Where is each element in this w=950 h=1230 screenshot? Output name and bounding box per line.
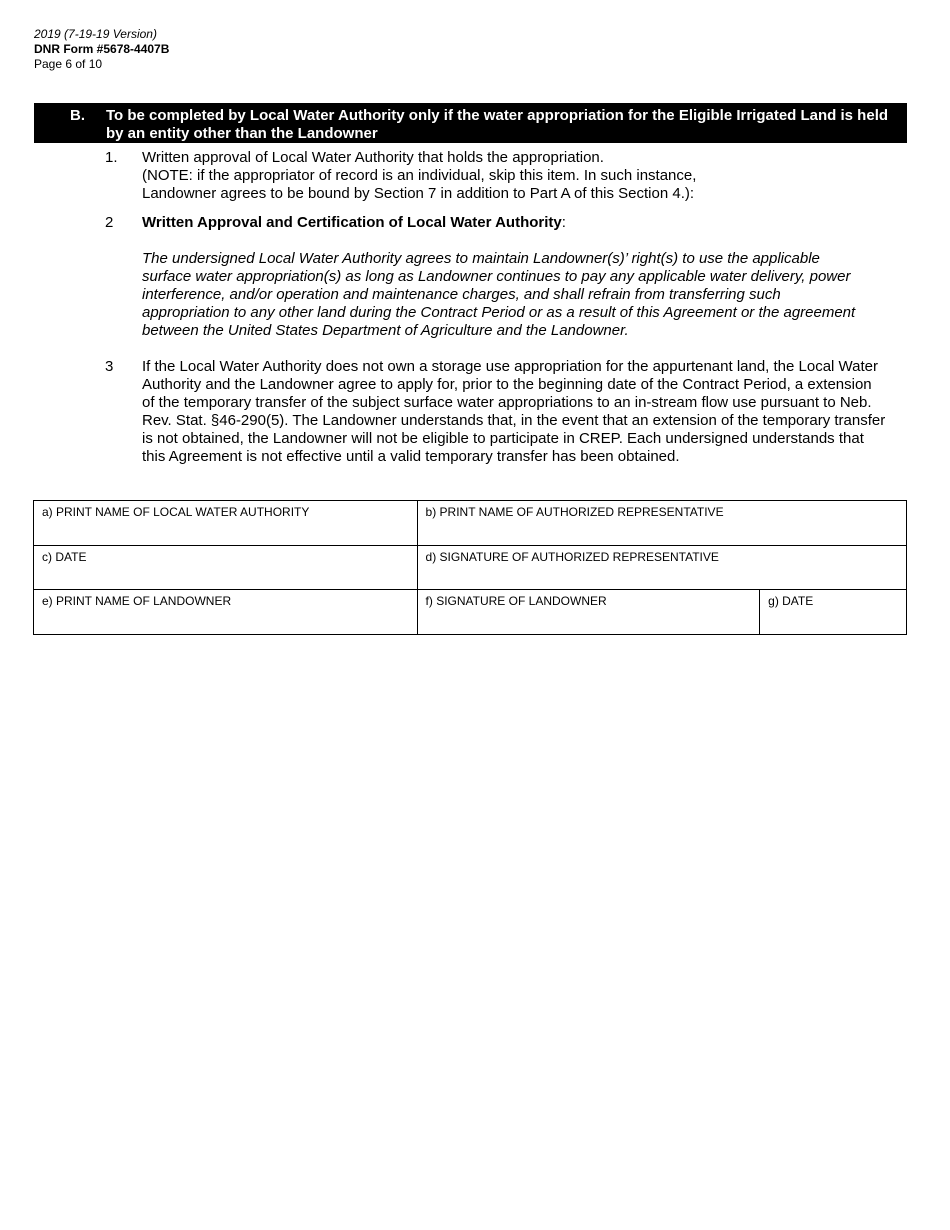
item-1-line: Written approval of Local Water Authority that holds the appropriation. (142, 149, 604, 166)
form-version: 2019 (7-19-19 Version) (34, 27, 157, 41)
date-field-c[interactable]: c) DATE (34, 546, 418, 590)
landowner-name-field[interactable]: e) PRINT NAME OF LANDOWNER (34, 590, 418, 635)
item-number: 1. (105, 149, 118, 166)
item-2-colon: : (561, 214, 566, 231)
item-number: 3 (105, 358, 114, 375)
item-3-text: If the Local Water Authority does not own a storage use appropriation for the appurtenant land, the Local Water Authority and the Landowner agree to apply for, prior to the beginning date of the Contract Period, a extension of the temporary transfer of the subject surface water appropriations to an in-stream flow use pursuant to Neb. Rev. Stat. §46-290(5). The Landowner understands that, in the event that an extension of the temporary transfer is not obtained, the Landowner will not be eligible to participate in CREP. Each undersigned understands that this Agreement is not effective until a valid temporary transfer has been obtained. (142, 358, 886, 465)
section-b-heading (34, 103, 907, 143)
authorized-rep-name-field[interactable]: b) PRINT NAME OF AUTHORIZED REPRESENTATIVE (417, 501, 906, 546)
item-1-note: (NOTE: if the appropriator of record is an individual, skip this item. In such instance, Landowner agrees to be bound by Section 7 in addition to Part A of this Section 4.): (142, 167, 697, 202)
water-authority-name-field[interactable]: a) PRINT NAME OF LOCAL WATER AUTHORITY (34, 501, 418, 546)
item-number: 2 (105, 214, 114, 231)
signature-table (33, 500, 907, 635)
section-title: To be completed by Local Water Authority only if the water appropriation for the Eligible Irrigated Land is held by an entity other than the Landowner (106, 107, 889, 142)
certification-statement: The undersigned Local Water Authority agrees to maintain Landowner(s)’ right(s) to use the applicable surface water appropriation(s) as long as Landowner continues to pay any applicable water delivery, power interference, and/or operation and maintenance charges, and shall refrain from transferring such appropriation to any other land during the Contract Period or as a result of this Agreement or the agreement between the United States Department of Agriculture and the Landowner. (142, 250, 856, 339)
date-field-g[interactable]: g) DATE (760, 590, 907, 635)
page-header (34, 27, 169, 72)
form-number: DNR Form #5678-4407B (34, 42, 170, 56)
landowner-signature-field[interactable]: f) SIGNATURE OF LANDOWNER (417, 590, 760, 635)
item-body (142, 214, 887, 232)
section-letter: B. (70, 107, 85, 124)
item-2-heading: Written Approval and Certification of Local Water Authority (142, 214, 562, 231)
page-number: Page 6 of 10 (34, 57, 103, 71)
authorized-rep-signature-field[interactable]: d) SIGNATURE OF AUTHORIZED REPRESENTATIVE (417, 546, 906, 590)
item-body (142, 149, 887, 203)
